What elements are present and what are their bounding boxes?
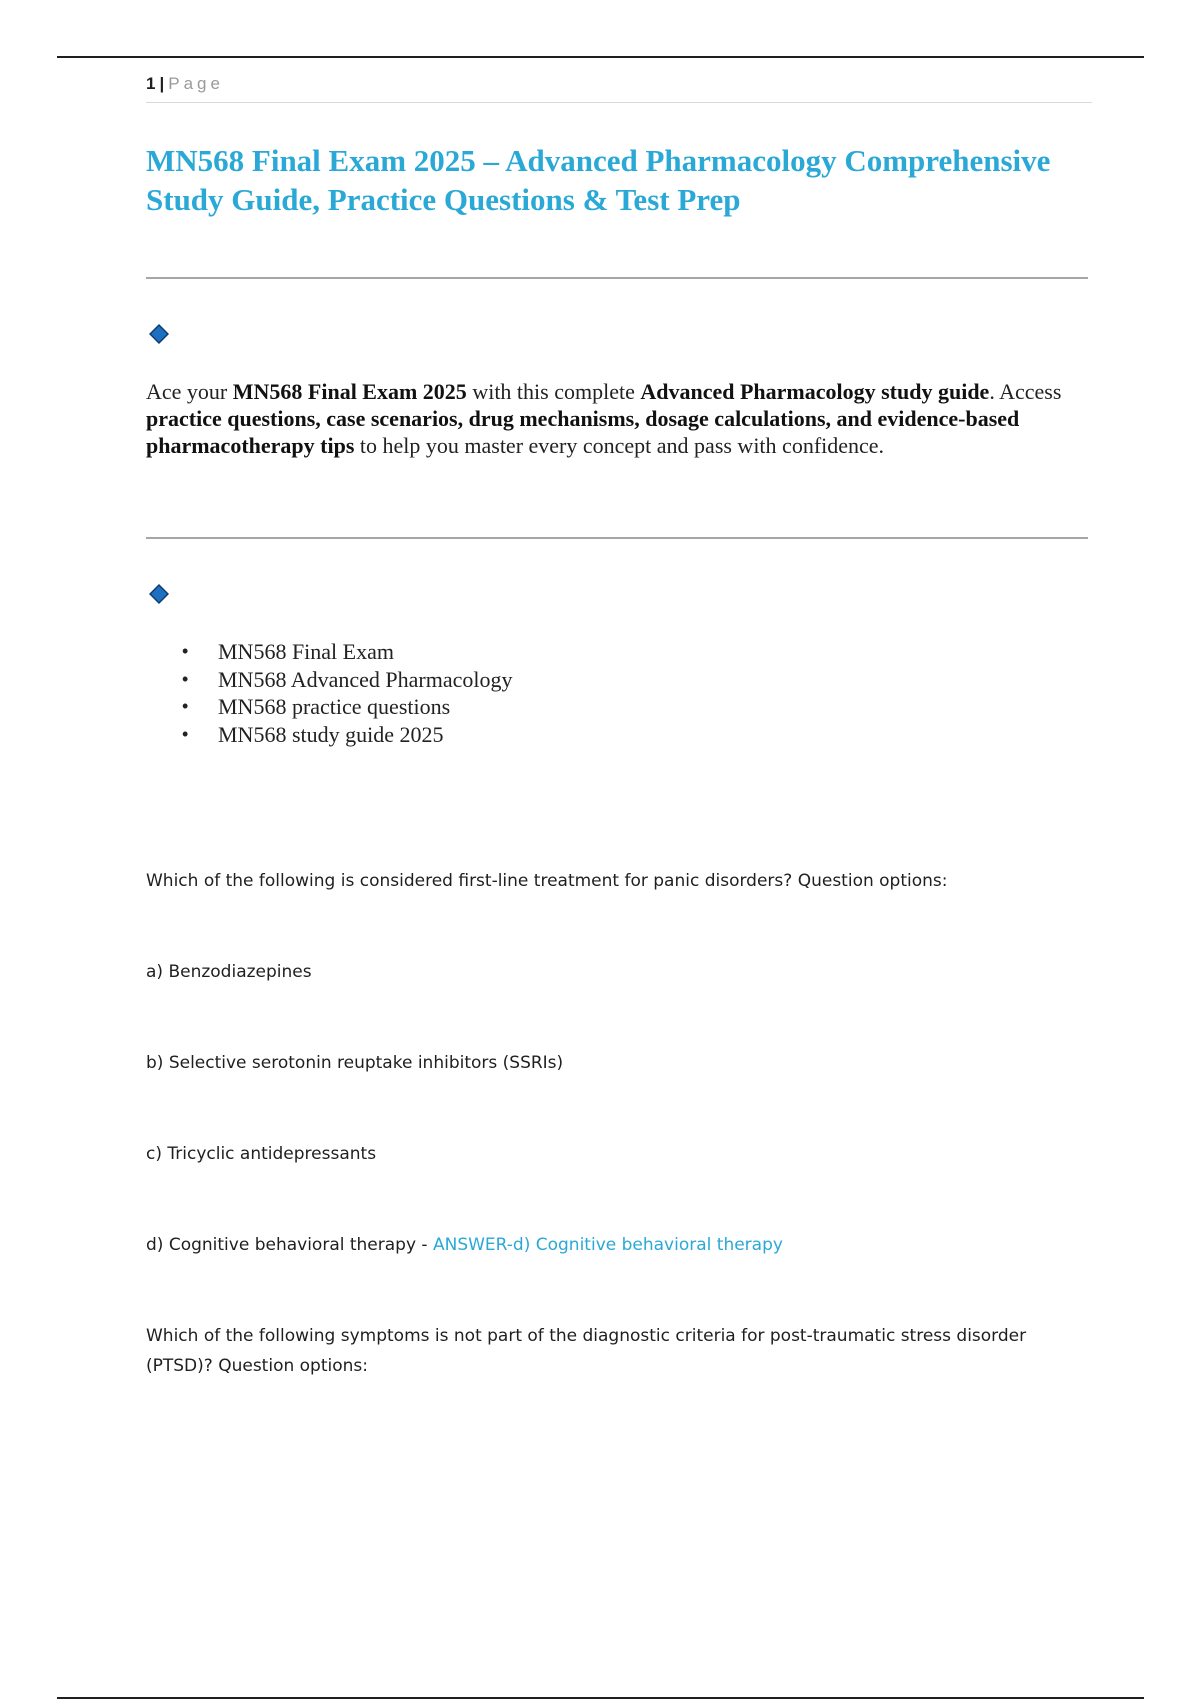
list-item: • MN568 practice questions (146, 693, 513, 721)
question-1-option-c: c) Tricyclic antidepressants (146, 1144, 377, 1164)
intro-bold-exam: MN568 Final Exam 2025 (232, 379, 467, 404)
page-separator: | (159, 74, 165, 93)
bottom-border-line (57, 1697, 1144, 1699)
question-1-option-a: a) Benzodiazepines (146, 962, 312, 982)
page-label: Page (168, 74, 224, 93)
question-1-option-b: b) Selective serotonin reuptake inhibitors (SSRIs) (146, 1053, 564, 1073)
list-item: • MN568 Final Exam (146, 638, 513, 666)
intro-bold-features: practice questions, case scenarios, drug mechanisms, dosage calculations, and evidence-based pharmacotherapy tips (146, 406, 1020, 458)
intro-text: with this complete (466, 379, 641, 404)
question-2-text: Which of the following symptoms is not part of the diagnostic criteria for post-traumatic stress disorder (PTSD)? Question options: (146, 1326, 1027, 1376)
horizontal-divider (146, 277, 1088, 279)
intro-text: Ace your (146, 379, 233, 404)
diamond-icon (149, 324, 169, 344)
horizontal-divider (146, 537, 1088, 539)
list-item: • MN568 study guide 2025 (146, 721, 513, 749)
keyword-list (146, 638, 513, 748)
page-header (146, 74, 1092, 103)
intro-bold-guide: Advanced Pharmacology study guide (640, 379, 990, 404)
question-1-option-d (146, 1230, 1096, 1260)
intro-paragraph (146, 378, 1091, 459)
document-title: MN568 Final Exam 2025 – Advanced Pharmacology Comprehensive Study Guide, Practice Questions & Test Prep (146, 143, 1051, 217)
list-item: • MN568 Advanced Pharmacology (146, 666, 513, 694)
top-border-line (57, 56, 1144, 58)
intro-text: . Access (989, 379, 1062, 404)
option-d-label: d) Cognitive behavioral therapy - (146, 1235, 433, 1255)
question-1-text: Which of the following is considered first-line treatment for panic disorders? Question options: (146, 871, 948, 891)
diamond-icon (149, 584, 169, 604)
intro-text: to help you master every concept and pass with confidence. (354, 433, 885, 458)
page-number: 1 (146, 74, 156, 93)
answer-text: ANSWER-d) Cognitive behavioral therapy (432, 1235, 783, 1255)
